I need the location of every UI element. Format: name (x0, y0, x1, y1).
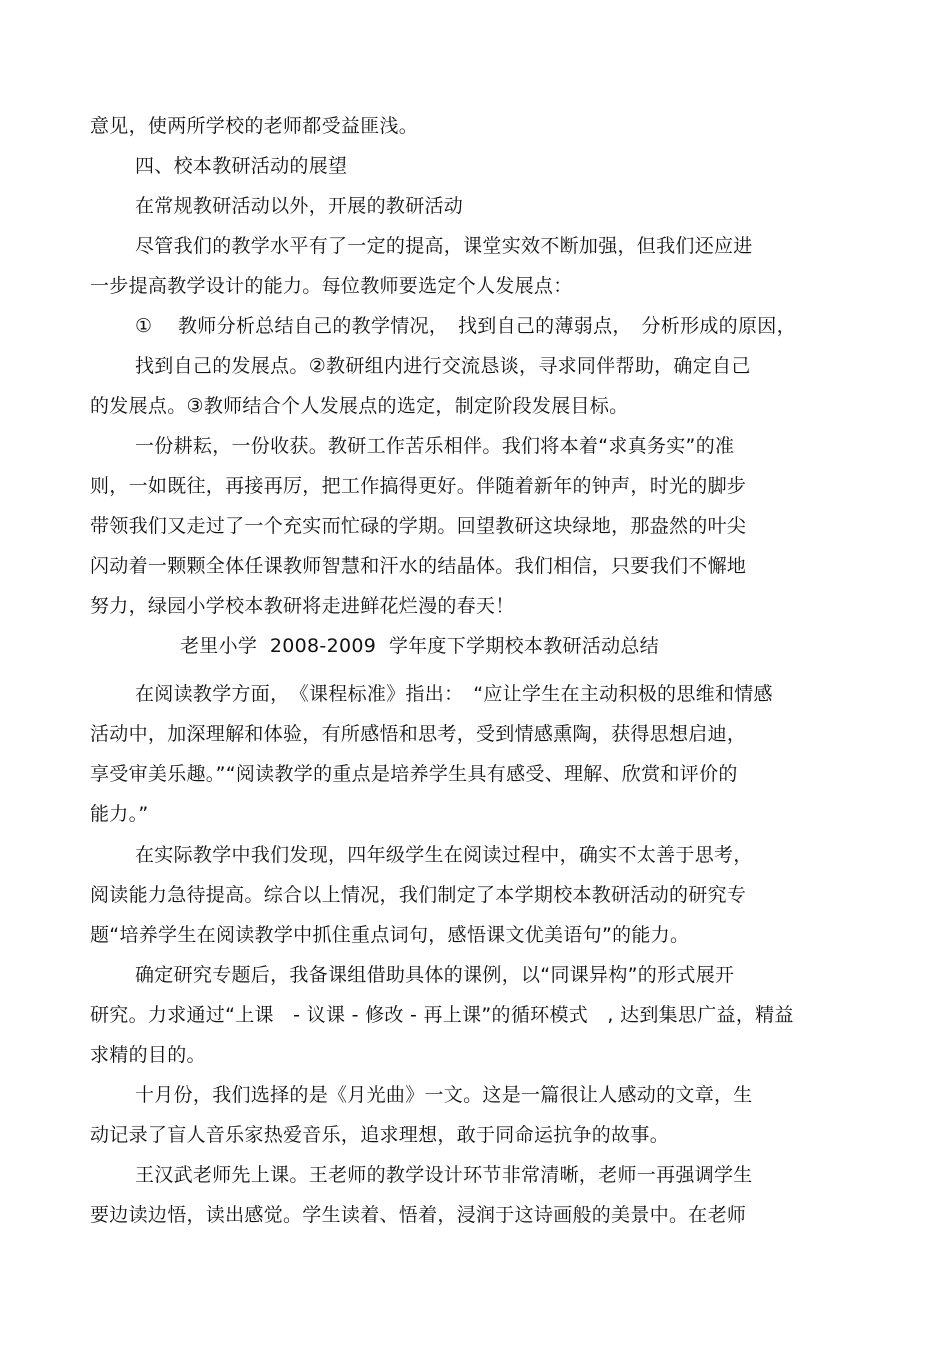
text-line: 的发展点。③教师结合个人发展点的选定，制定阶段发展目标。 (90, 395, 629, 417)
text-line: 活动中，加深理解和体验，有所感悟和思考，受到情感熏陶，获得思想启迪， (90, 723, 747, 745)
text-line: 王汉武老师先上课。王老师的教学设计环节非常清晰，老师一再强调学生 (135, 1164, 753, 1186)
text-line: 题“培养学生在阅读教学中抓住重点词句，感悟课文优美语句”的能力。 (90, 924, 690, 946)
text-line: 动记录了盲人音乐家热爱音乐，追求理想，敢于同命运抗争的故事。 (90, 1124, 670, 1146)
text-line: 一步提高教学设计的能力。每位教师要选定个人发展点： (90, 275, 573, 297)
text-line: 则，一如既往，再接再厉，把工作搞得更好。伴随着新年的钟声，时光的脚步 (90, 475, 747, 497)
text-line: 尽管我们的教学水平有了一定的提高，课堂实效不断加强，但我们还应进 (135, 235, 753, 257)
text-line: 一份耕耘，一份收获。教研工作苦乐相伴。我们将本着“求真务实”的准 (135, 435, 735, 457)
text-line: 意见，使两所学校的老师都受益匪浅。 (90, 115, 419, 137)
text-line: 阅读能力急待提高。综合以上情况，我们制定了本学期校本教研活动的研究专 (90, 884, 747, 906)
text-line: 确定研究专题后，我备课组借助具体的课例，以“同课异构”的形式展开 (135, 964, 735, 986)
text-line: 带领我们又走过了一个充实而忙碌的学期。回望教研这块绿地，那盎然的叶尖 (90, 515, 747, 537)
text-line: 在阅读教学方面， 《课程标准》指出： “应让学生在主动积极的思维和情感 (135, 683, 773, 705)
text-line: 求精的目的。 (90, 1044, 206, 1066)
text-line: 在实际教学中我们发现，四年级学生在阅读过程中，确实不太善于思考， (135, 844, 753, 866)
text-line: 闪动着一颗颗全体任课教师智慧和汗水的结晶体。我们相信，只要我们不懈地 (90, 555, 747, 577)
text-line: 找到自己的发展点。②教研组内进行交流恳谈，寻求同伴帮助，确定自己 (135, 355, 751, 377)
document-title: 老里小学 2008-2009 学年度下学期校本教研活动总结 (180, 635, 660, 657)
text-line: 努力，绿园小学校本教研将走进鲜花烂漫的春天！ (90, 595, 515, 617)
text-line: 能力。” (90, 803, 149, 825)
text-line: 在常规教研活动以外，开展的教研活动 (135, 195, 464, 217)
text-line: 研究。力求通过“上课 - 议课 - 修改 - 再上课”的循环模式 , 达到集思广益，精益 (90, 1004, 794, 1026)
text-line: 十月份，我们选择的是《月光曲》一文。这是一篇很让人感动的文章，生 (135, 1084, 753, 1106)
text-line: 享受审美乐趣。”“阅读教学的重点是培养学生具有感受、理解、欣赏和评价的 (90, 763, 738, 785)
text-line: 要边读边悟，读出感觉。学生读着、悟着，浸润于这诗画般的美景中。在老师 (90, 1204, 747, 1226)
section-heading: 四、校本教研活动的展望 (135, 155, 348, 177)
text-line: ① 教师分析总结自己的教学情况， 找到自己的薄弱点， 分析形成的原因， (135, 315, 796, 337)
